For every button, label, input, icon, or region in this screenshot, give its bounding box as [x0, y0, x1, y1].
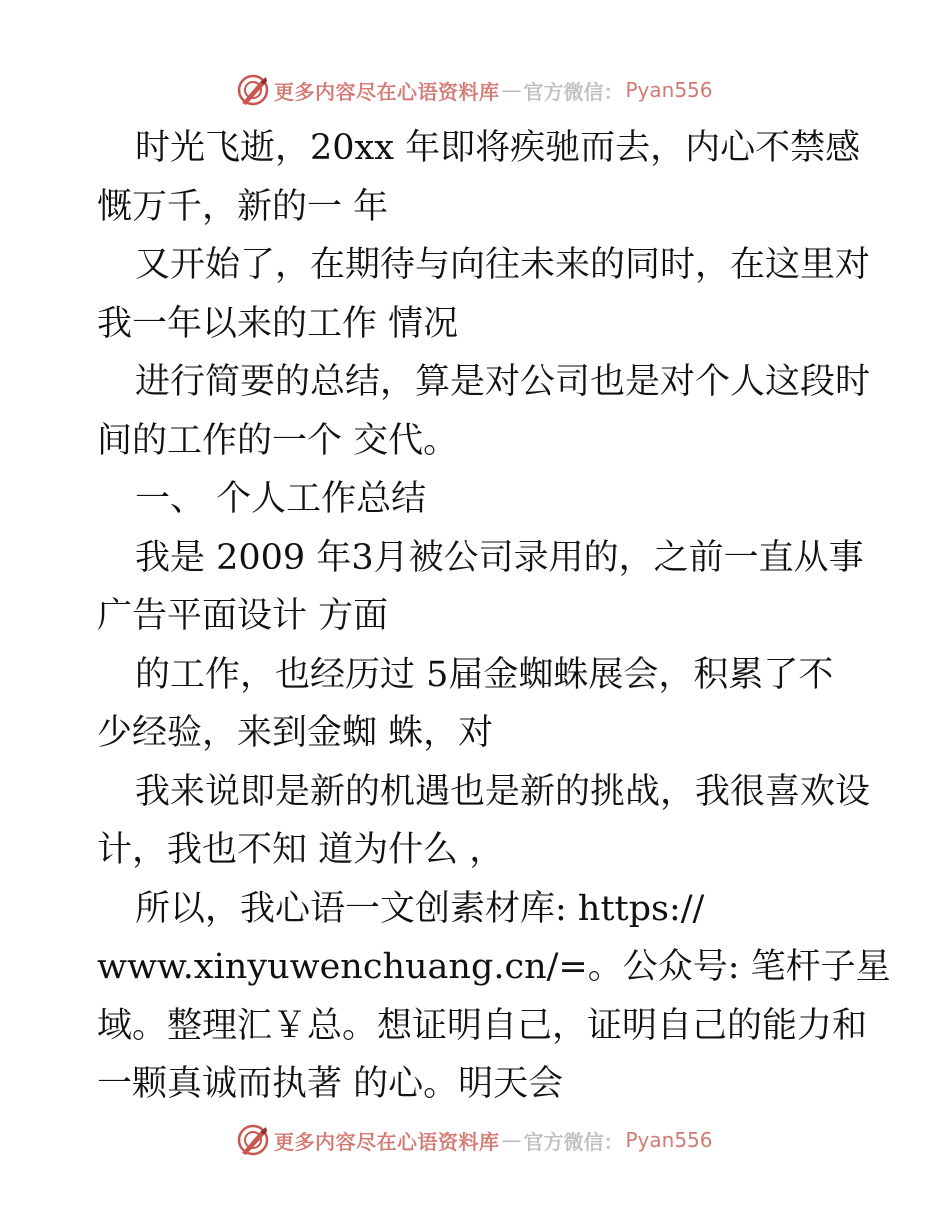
body-line: 进行简要的总结，算是对公司也是对个人这段时	[135, 362, 871, 402]
banner-wechat-label: 官方微信：	[523, 1129, 624, 1154]
body-line: 的工作，也经历过 5届金蜘蛛展会，积累了不	[135, 654, 834, 695]
section-heading: 一、 个人工作总结	[135, 479, 427, 519]
body-line: 少经验，来到金蜘 蛛，对	[97, 713, 494, 753]
header-banner	[236, 72, 713, 108]
body-line: 我来说即是新的机遇也是新的挑战，我很喜欢设	[135, 771, 871, 812]
banner-wechat-id: Pyan556	[625, 1128, 713, 1152]
body-line: 计，我也不知 道为什么 ，	[97, 830, 505, 870]
body-line: 所以，我心语一文创素材库: https://	[135, 888, 705, 929]
body-line: 我是 2009 年3月被公司录用的，之前一直从事	[135, 537, 864, 578]
pen-logo-icon	[236, 1123, 270, 1157]
banner-wechat-label: 官方微信：	[523, 79, 624, 104]
banner-dash: —	[501, 78, 522, 102]
body-line: 我一年以来的工作 情况	[97, 303, 459, 344]
body-line: 广告平面设计 方面	[97, 596, 389, 636]
pen-logo-icon	[236, 73, 270, 107]
footer-banner	[236, 1122, 713, 1158]
body-line: 又开始了，在期待与向往未来的同时，在这里对	[135, 245, 871, 285]
body-line: 时光飞逝，20xx 年即将疾驰而去，内心不禁感	[135, 128, 861, 168]
body-line: 间的工作的一个 交代。	[97, 420, 459, 461]
banner-main-text: 更多内容尽在心语资料库	[274, 1129, 500, 1154]
body-line: 一颗真诚而执著 的心。明天会	[97, 1064, 564, 1104]
body-line: www.xinyuwenchuang.cn/=。公众号: 笔杆子星	[97, 947, 891, 987]
body-line: 慨万千，新的一 年	[97, 186, 389, 227]
banner-wechat-id: Pyan556	[625, 78, 713, 102]
banner-main-text: 更多内容尽在心语资料库	[274, 79, 500, 104]
body-line: 域。整理汇￥总。想证明自己，证明自己的能力和	[97, 1005, 868, 1046]
banner-dash: —	[501, 1128, 522, 1152]
document-body	[97, 119, 891, 1114]
